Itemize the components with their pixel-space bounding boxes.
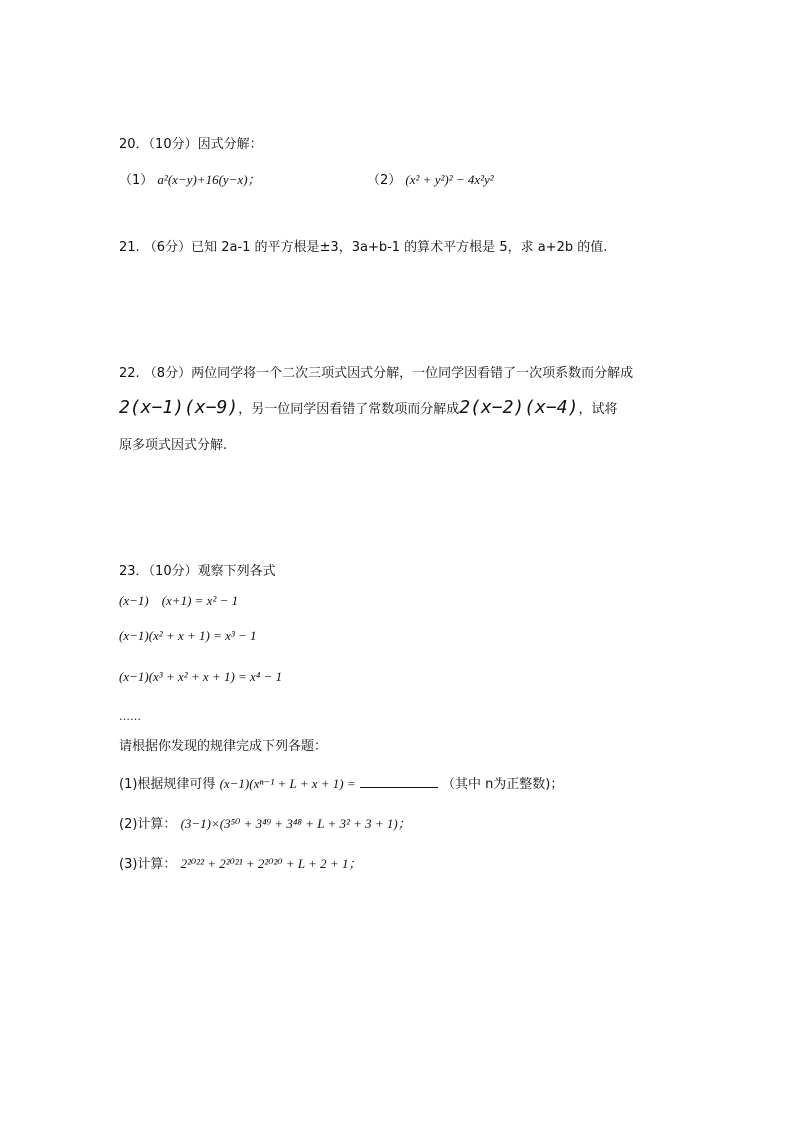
q22-expression-2: 2(x−2)(x−4) (459, 397, 579, 418)
q23-equation-2: (x−1)(x² + x + 1) = x³ − 1 (119, 628, 257, 643)
q21-text: 21. （6分）已知 2a-1 的平方根是±3，3a+b-1 的算术平方根是 5，求 a+2b 的值. (119, 240, 608, 255)
q20-part1-expression: a²(x−y)+16(y−x)； (157, 172, 261, 187)
q23-equation-3: (x−1)(x³ + x² + x + 1) = x⁴ − 1 (119, 669, 283, 684)
q22-line1: 22. （8分）两位同学将一个二次三项式因式分解，一位同学因看错了一次项系数而分解成 (119, 366, 634, 381)
q23-s1-label: (1)根据规律可得 (119, 777, 216, 792)
q23-s1-expression: (x−1)(xⁿ⁻¹ + L + x + 1) = (219, 776, 356, 791)
q23-s3-label: (3)计算： (119, 857, 177, 872)
q23-equation-1: (x−1) (x+1) = x² − 1 (119, 593, 239, 608)
q23-heading: 23．（10分）观察下列各式 (119, 564, 276, 579)
q23-ellipsis: …… (119, 710, 141, 723)
q22-line2 (119, 396, 617, 422)
answer-blank[interactable] (360, 775, 438, 788)
q20-part2 (367, 171, 494, 190)
q23-instruction: 请根据你发现的规律完成下列各题： (119, 739, 328, 754)
q23-s2-label: (2)计算： (119, 817, 177, 832)
q23-s3-expression: 2²⁰²² + 2²⁰²¹ + 2²⁰²⁰ + L + 2 + 1； (180, 856, 362, 871)
q23-subquestion-1 (119, 775, 563, 794)
q20-part2-expression: (x² + y²)² − 4x²y² (405, 172, 494, 187)
q23-s2-expression: (3−1)×(3⁵⁰ + 3⁴⁹ + 3⁴⁸ + L + 3² + 3 + 1)； (180, 816, 411, 831)
q20-part1-label: （1） (119, 173, 154, 188)
q22-tail-text: ，试将 (578, 402, 618, 417)
q23-subquestion-2 (119, 815, 411, 834)
q23-subquestion-3 (119, 855, 361, 874)
q22-line3: 原多项式因式分解. (119, 438, 228, 453)
q20-part1 (119, 171, 261, 190)
q22-middle-text: ，另一位同学因看错了常数项而分解成 (238, 402, 460, 417)
q20-heading: 20．（10分）因式分解： (119, 137, 263, 152)
q20-part2-label: （2） (367, 173, 402, 188)
q22-expression-1: 2(x−1)(x−9) (119, 397, 239, 418)
q23-s1-note: （其中 n为正整数)； (441, 777, 564, 792)
